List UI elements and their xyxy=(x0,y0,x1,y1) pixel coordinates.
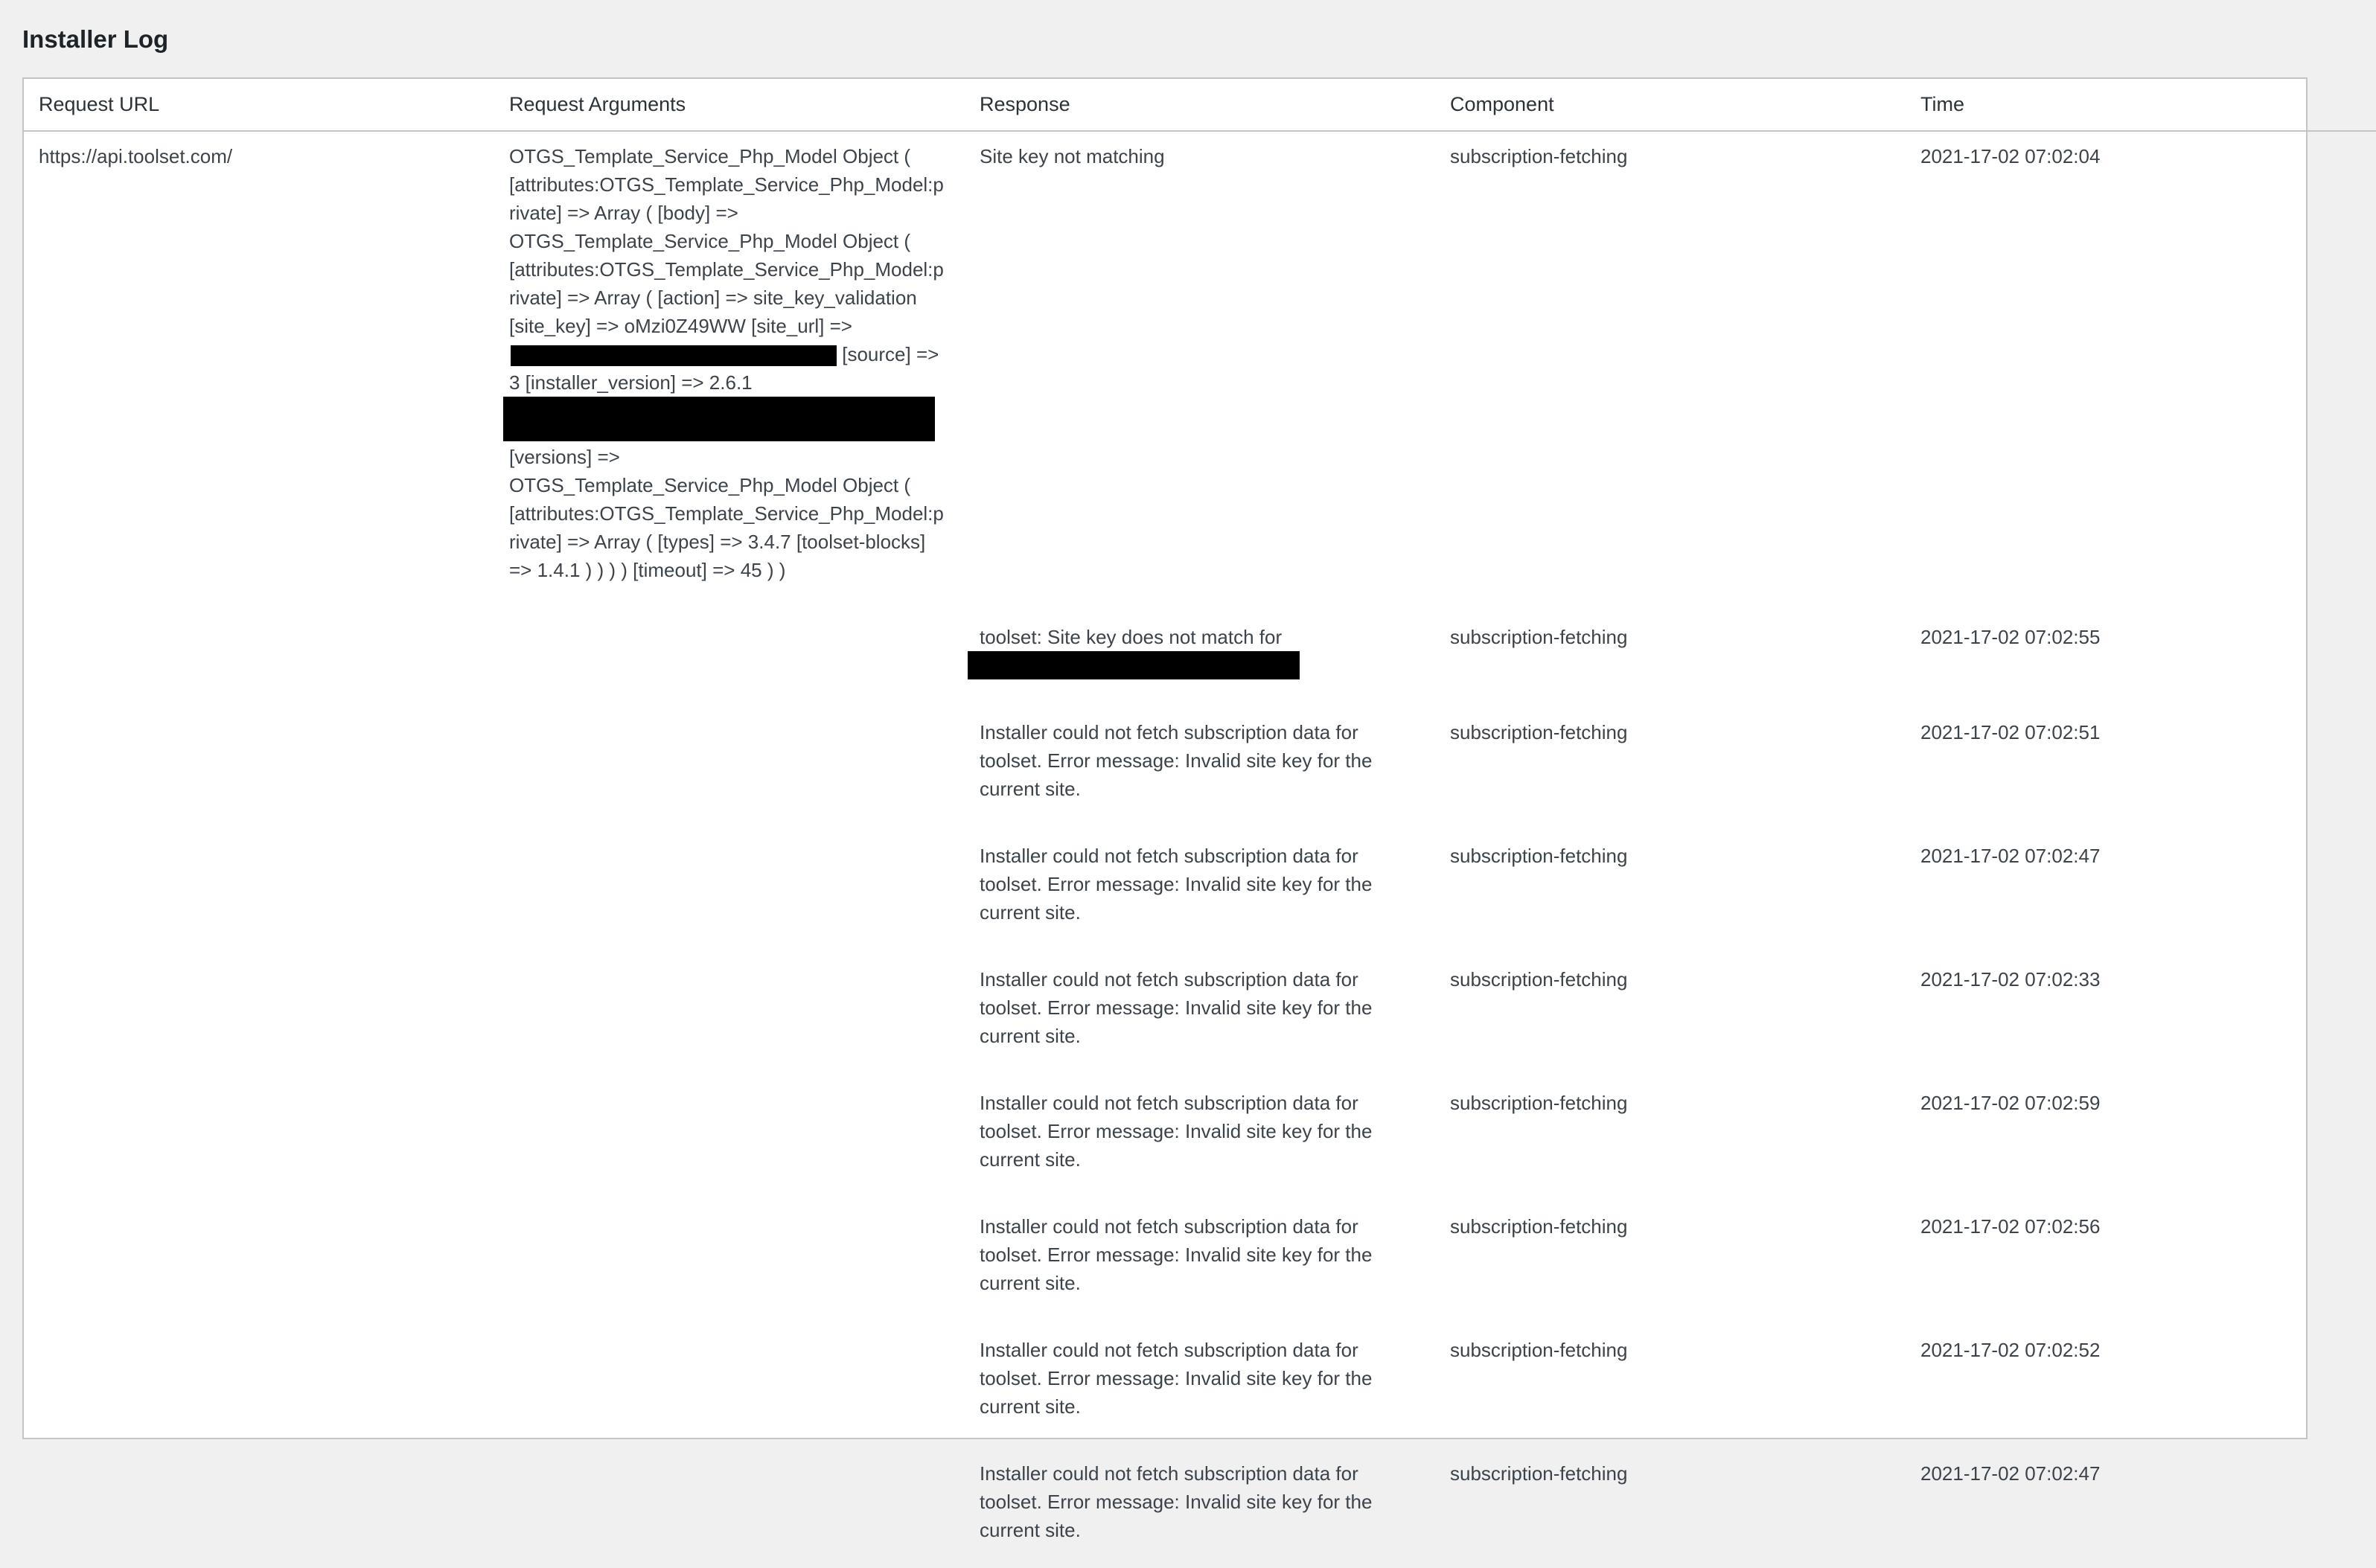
time-cell: 2021-17-02 07:02:56 xyxy=(1920,1215,2101,1238)
table-row xyxy=(24,1321,2376,1444)
time-cell: 2021-17-02 07:02:59 xyxy=(1920,1092,2101,1114)
table-row xyxy=(24,131,2376,608)
time-cell: 2021-17-02 07:02:04 xyxy=(1920,145,2101,167)
component-cell: subscription-fetching xyxy=(1450,145,1628,167)
request-url-cell xyxy=(24,1444,494,1568)
request-url-cell xyxy=(24,608,494,703)
page-title: Installer Log xyxy=(22,25,169,53)
request-arguments-text: [source] => 3 [installer_version] => 2.6.1 xyxy=(509,343,939,394)
response-cell xyxy=(965,608,1435,703)
time-cell: 2021-17-02 07:02:47 xyxy=(1920,1462,2101,1485)
table-row xyxy=(24,950,2376,1074)
request-url-cell xyxy=(24,827,494,950)
table-row xyxy=(24,1444,2376,1568)
response-cell: Installer could not fetch subscription data for toolset. Error message: Invalid site key for the current site. xyxy=(980,1462,1373,1541)
response-cell: Installer could not fetch subscription data for toolset. Error message: Invalid site key for the current site. xyxy=(980,1215,1373,1294)
table-row xyxy=(24,608,2376,703)
redacted-site-name xyxy=(968,651,1300,679)
response-cell: Installer could not fetch subscription data for toolset. Error message: Invalid site key for the current site. xyxy=(980,1339,1373,1418)
request-arguments-cell xyxy=(494,608,965,703)
column-header-response: Response xyxy=(965,79,1435,131)
redacted-site-url xyxy=(511,345,837,366)
column-header-component: Component xyxy=(1435,79,1906,131)
table-row xyxy=(24,1197,2376,1321)
request-arguments-cell xyxy=(494,827,965,950)
request-url-cell xyxy=(24,950,494,1074)
redacted-block xyxy=(503,397,935,441)
request-arguments-cell xyxy=(494,131,965,608)
request-url-cell xyxy=(24,1074,494,1197)
response-cell: Installer could not fetch subscription data for toolset. Error message: Invalid site key for the current site. xyxy=(980,1092,1373,1171)
component-cell: subscription-fetching xyxy=(1450,1092,1628,1114)
request-arguments-cell xyxy=(494,703,965,827)
time-cell: 2021-17-02 07:02:55 xyxy=(1920,626,2101,648)
component-cell: subscription-fetching xyxy=(1450,1215,1628,1238)
time-cell: 2021-17-02 07:02:51 xyxy=(1920,721,2101,743)
request-arguments-text: OTGS_Template_Service_Php_Model Object ( [attributes:OTGS_Template_Service_Php_Model:private] => Array ( [body] => OTGS_Template_Service_Php_Model Object ( [attributes:OTGS_Template_Service_Php_Model:private] => Array ( [action] => site_key_validation [site_key] => oMzi0Z49WW [site_url] => xyxy=(509,145,944,337)
request-url-cell xyxy=(24,1321,494,1444)
time-cell: 2021-17-02 07:02:47 xyxy=(1920,845,2101,867)
response-cell: Installer could not fetch subscription data for toolset. Error message: Invalid site key for the current site. xyxy=(980,968,1373,1047)
table-header-row xyxy=(24,79,2376,131)
column-header-request-arguments: Request Arguments xyxy=(494,79,965,131)
response-text: toolset: Site key does not match for xyxy=(980,626,1283,648)
request-arguments-text: [versions] => OTGS_Template_Service_Php_Model Object ( [attributes:OTGS_Template_Service_Php_Model:private] => Array ( [types] => 3.4.7 [toolset-blocks] => 1.4.1 ) ) ) ) [timeout] => 45 ) ) xyxy=(509,446,944,581)
time-cell: 2021-17-02 07:02:52 xyxy=(1920,1339,2101,1361)
column-header-time: Time xyxy=(1906,79,2376,131)
response-cell: Site key not matching xyxy=(980,145,1165,167)
request-arguments-cell xyxy=(494,1444,965,1568)
table-row xyxy=(24,703,2376,827)
request-arguments-cell xyxy=(494,1321,965,1444)
response-cell: Installer could not fetch subscription data for toolset. Error message: Invalid site key for the current site. xyxy=(980,721,1373,800)
component-cell: subscription-fetching xyxy=(1450,721,1628,743)
component-cell: subscription-fetching xyxy=(1450,1462,1628,1485)
response-cell: Installer could not fetch subscription data for toolset. Error message: Invalid site key for the current site. xyxy=(980,845,1373,924)
table-row xyxy=(24,827,2376,950)
request-arguments-cell xyxy=(494,1074,965,1197)
component-cell: subscription-fetching xyxy=(1450,845,1628,867)
component-cell: subscription-fetching xyxy=(1450,626,1628,648)
column-header-request-url: Request URL xyxy=(24,79,494,131)
installer-log-table xyxy=(22,77,2308,1541)
time-cell: 2021-17-02 07:02:33 xyxy=(1920,968,2101,991)
request-arguments-cell xyxy=(494,1197,965,1321)
table-row xyxy=(24,1074,2376,1197)
component-cell: subscription-fetching xyxy=(1450,968,1628,991)
request-url-cell xyxy=(24,703,494,827)
request-arguments-cell xyxy=(494,950,965,1074)
component-cell: subscription-fetching xyxy=(1450,1339,1628,1361)
request-url-cell: https://api.toolset.com/ xyxy=(39,145,233,167)
request-url-cell xyxy=(24,1197,494,1321)
